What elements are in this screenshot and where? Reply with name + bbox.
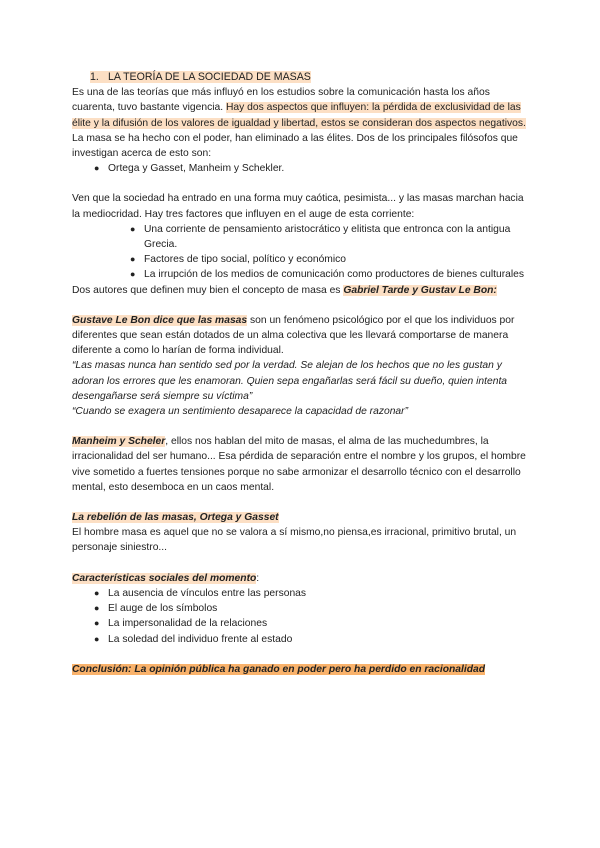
list-item (130, 267, 528, 282)
section-heading (90, 70, 528, 85)
list-item-text: La impersonalidad de la relaciones (108, 618, 268, 630)
ortega-paragraph: El hombre masa es aquel que no se valora a sí mismo,no piensa,es irracional, primitivo brutal, un personaje siniestro... (72, 527, 517, 554)
features-list (72, 586, 528, 647)
bullet-icon: ● (94, 633, 100, 644)
list-item (94, 616, 528, 631)
lebon-quote-1: “Las masas nunca han sentido sed por la verdad. Se alejan de los hechos que no les gustan y adoran los errores que les enamoran. Quien sepa engañarlas será fácil su dueño, quien intenta desengañarse será siempre su víctima” (72, 360, 508, 402)
list-item (94, 586, 528, 601)
list-item (94, 161, 528, 176)
authors-paragraph (72, 283, 528, 298)
lebon-paragraph (72, 313, 528, 359)
manheim-text: , ellos nos hablan del mito de masas, el alma de las muchedumbres, la irracionalidad del ser humano... Esa pérdida de separación entre el nombre y los grupos, el hombre vive sometido a fuertes tensiones porque no sabe armonizar el desarrollo técnico con el desarrollo mental, esto desemboca en un caos mental. (72, 436, 526, 493)
list-item-text: El auge de los símbolos (108, 603, 218, 615)
manheim-paragraph (72, 434, 528, 495)
intro-text-end: La masa se ha hecho con el poder, han eliminado a las élites. Dos de los principales filósofos que investigan acerca de esto son: (72, 132, 518, 160)
list-item-text: La irrupción de los medios de comunicación como productores de bienes culturales (144, 269, 525, 281)
conclusion-text: Conclusión: La opinión pública ha ganado en poder pero ha perdido en racionalidad (72, 663, 486, 675)
list-item (94, 601, 528, 616)
lebon-label: Gustave Le Bon dice que las masas (72, 314, 248, 326)
manheim-label: Manheim y Scheler (72, 436, 166, 448)
list-item-text: La ausencia de vínculos entre las personas (108, 587, 307, 599)
bullet-icon: ● (130, 254, 136, 265)
conclusion (72, 662, 528, 677)
intro-highlight: Hay dos aspectos que influyen: la pérdida de exclusividad de las élite y la difusión de los valores de igualdad y libertad, estos se consideran dos aspectos negativos. (72, 102, 526, 129)
list-item-text: Factores de tipo social, político y económico (144, 254, 347, 266)
list-item-text: Ortega y Gasset, Manheim y Schekler. (108, 163, 285, 175)
authors-names: Gabriel Tarde y Gustav Le Bon: (343, 284, 497, 296)
list-item-text: Una corriente de pensamiento aristocrático y elitista que entronca con la antigua Grecia. (144, 223, 511, 251)
intro-paragraph (72, 85, 528, 161)
list-item (94, 632, 528, 647)
lebon-quote-2: “Cuando se exagera un sentimiento desaparece la capacidad de razonar” (72, 406, 409, 418)
bullet-icon: ● (130, 223, 136, 234)
heading-number: 1. (90, 71, 99, 83)
factors-list (72, 222, 528, 283)
bullet-icon: ● (94, 587, 100, 598)
bullet-icon: ● (94, 163, 100, 174)
bullet-icon: ● (94, 603, 100, 614)
ortega-heading (72, 510, 528, 525)
features-heading-text: Características sociales del momento (72, 572, 257, 584)
society-paragraph: Ven que la sociedad ha entrado en una forma muy caótica, pesimista... y las masas marchan hacia la mediocridad. Hay tres factores que influyen en el auge de esta corriente: (72, 193, 524, 220)
lebon-text: son un fenómeno psicológico por el que los individuos por diferentes que sean están dotados de un alma colectiva que les llevará comportarse de manera diferente a como lo harían de forma individual. (72, 314, 515, 357)
bullet-icon: ● (130, 269, 136, 280)
ortega-heading-text: La rebelión de las masas, Ortega y Gasset (72, 512, 279, 524)
bullet-icon: ● (94, 618, 100, 629)
philosophers-list (72, 161, 528, 176)
list-item (130, 222, 528, 252)
features-colon: : (256, 572, 260, 584)
heading-title: LA TEORÍA DE LA SOCIEDAD DE MASAS (107, 71, 311, 83)
authors-text: Dos autores que definen muy bien el concepto de masa es (72, 284, 344, 296)
features-heading (72, 571, 528, 586)
intro-text: Es una de las teorías que más influyó en los estudios sobre la comunicación hasta los años cuarenta, tuvo bastante vigencia. (72, 87, 490, 114)
list-item (130, 252, 528, 267)
list-item-text: La soledad del individuo frente al estado (108, 633, 293, 645)
